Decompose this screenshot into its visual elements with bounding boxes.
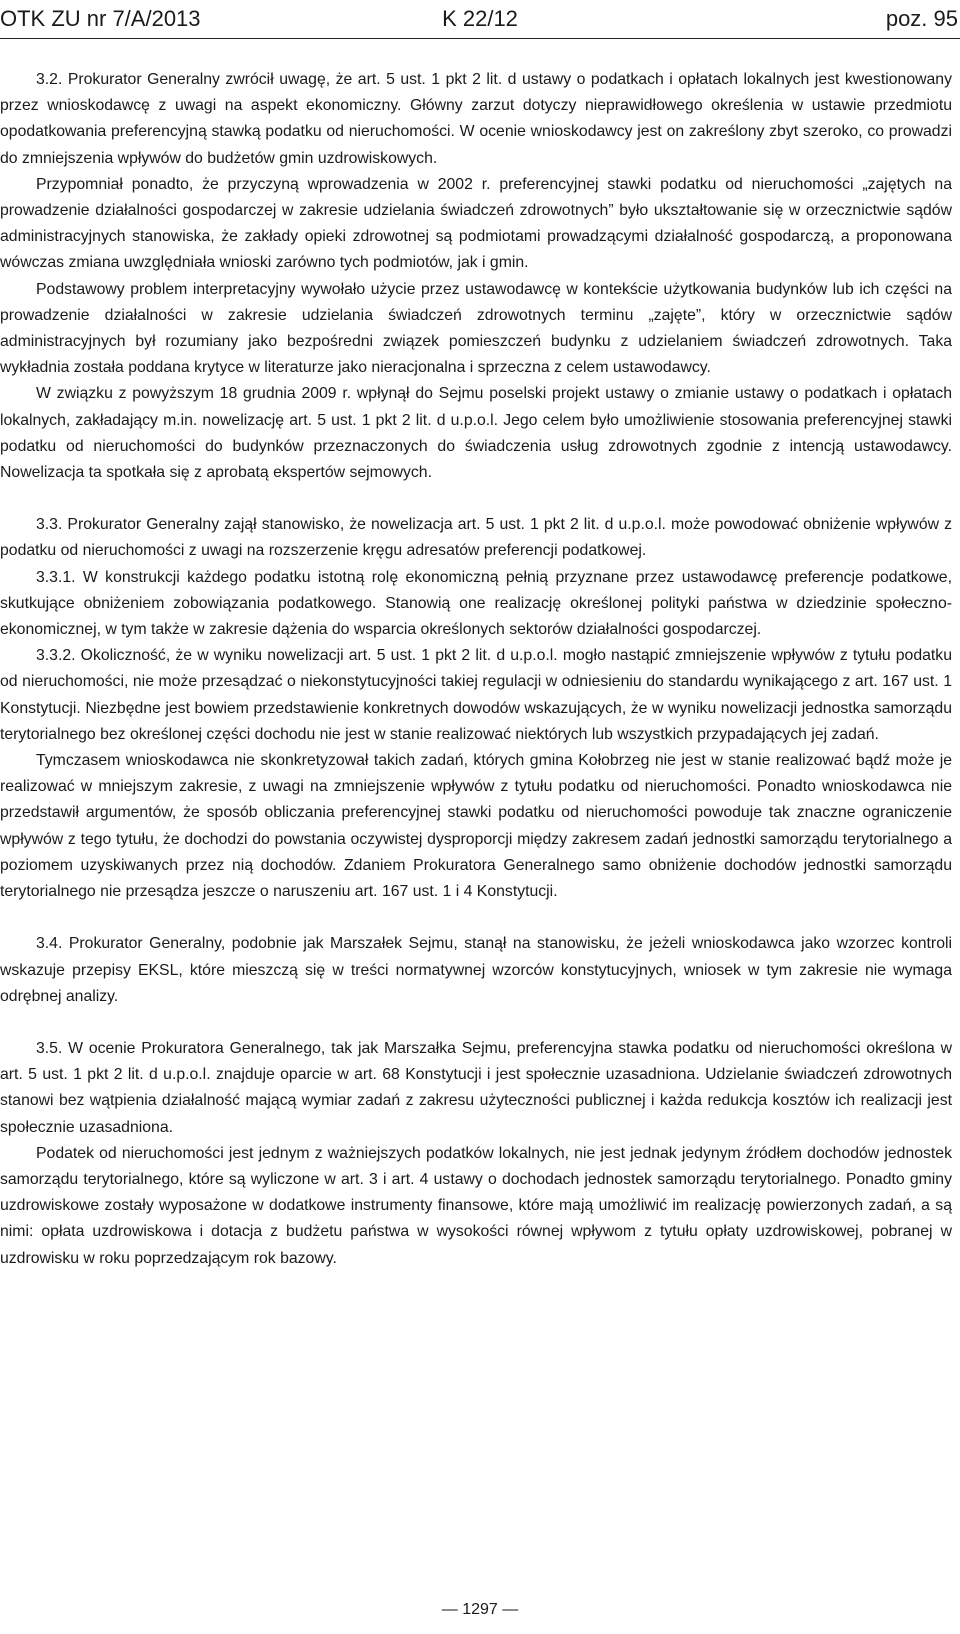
position-number: poz. 95 xyxy=(885,6,958,31)
paragraph-3-5: 3.5. W ocenie Prokuratora Generalnego, tak jak Marszałka Sejmu, preferencyjna stawka podatku od nieruchomości określona w art. 5 ust. 1 pkt 2 lit. d u.p.o.l. znajduje oparcie w art. 68 Konstytucji i jest społecznie uzasadniona. Udzielanie świadczeń zdrowotnych stanowi bez wątpienia działalność mającą wymiar zadań z zakresu użyteczności publicznej i każda redukcja kosztów ich realizacji jest społecznie uzasadniona. xyxy=(0,1039,952,1136)
paragraph: W związku z powyższym 18 grudnia 2009 r. wpłynął do Sejmu poselski projekt ustawy o zmianie ustawy o podatkach i opłatach lokalnych, zakładający m.in. nowelizację art. 5 ust. 1 pkt 2 lit. d u.p.o.l. Jego celem było umożliwienie stosowania preferencyjnej stawki podatku od nieruchomości do budynków przeznaczonych do świadczenia usług zdrowotnych zgodnie z intencją ustawodawcy. Nowelizacja ta spotkała się z aprobatą ekspertów sejmowych. xyxy=(0,385,952,482)
paragraph-3-3-1: 3.3.1. W konstrukcji każdego podatku istotną rolę ekonomiczną pełnią przyznane przez ustawodawcę preferencje podatkowe, skutkujące obniżeniem zobowiązania podatkowego. Stanowią one realizację określonej polityki państwa w dziedzinie społeczno-ekonomicznej, w tym także w zakresie dążenia do wsparcia określonych sektorów działalności gospodarczej. xyxy=(0,568,952,639)
paragraph: Podstawowy problem interpretacyjny wywołało użycie przez ustawodawcę w kontekście użytkowania budynków lub ich części na prowadzenie działalności w zakresie udzielania świadczeń zdrowotnych terminu „zajęte”, który w orzecznictwie sądów administracyjnych był rozumiany jako bezpośredni związek pomieszczeń budynku z udzielaniem świadczeń zdrowotnych. Taka wykładnia została poddana krytyce w literaturze jako nieracjonalna i sprzeczna z celem ustawodawcy. xyxy=(0,280,952,377)
paragraph: Tymczasem wnioskodawca nie skonkretyzował takich zadań, których gmina Kołobrzeg nie jest w stanie realizować bądź może je realizować w mniejszym zakresie, z uwagi na zmniejszenie wpływów z tytułu podatku od nieruchomości. Ponadto wnioskodawca nie przedstawił argumentów, że sposób obliczania preferencyjnej stawki podatku od nieruchomości powoduje tak znaczne ograniczenie wpływów z tego tytułu, że dochodzi do powstania oczywistej dysproporcji między zakresem zadań jednostki samorządu terytorialnego a poziomem uzyskiwanych przez nią dochodów. Zdaniem Prokuratora Generalnego samo obniżenie dochodów jednostki samorządu terytorialnego nie przesądza jeszcze o naruszeniu art. 167 ust. 1 i 4 Konstytucji. xyxy=(0,752,952,901)
paragraph-3-2: 3.2. Prokurator Generalny zwrócił uwagę, że art. 5 ust. 1 pkt 2 lit. d ustawy o podatkach i opłatach lokalnych jest kwestionowany przez wnioskodawcę z uwagi na aspekt ekonomiczny. Główny zarzut dotyczy nieprawidłowego określenia w ustawie przedmiotu opodatkowania preferencyjną stawką podatku od nieruchomości. W ocenie wnioskodawcy jest on zakreślony zbyt szeroko, co prowadzi do zmniejszenia wpływów do budżetów gmin uzdrowiskowych. xyxy=(0,71,952,167)
paragraph-3-3: 3.3. Prokurator Generalny zajął stanowisko, że nowelizacja art. 5 ust. 1 pkt 2 lit. d u.p.o.l. może powodować obniżenie wpływów z podatku od nieruchomości z uwagi na rozszerzenie kręgu adresatów preferencji podatkowej. xyxy=(0,516,952,560)
page-header xyxy=(0,0,960,39)
paragraph: Przypomniał ponadto, że przyczyną wprowadzenia w 2002 r. preferencyjnej stawki podatku od nieruchomości „zajętych na prowadzenie działalności gospodarczej w zakresie udzielania świadczeń zdrowotnych” było ukształtowanie się w orzecznictwie sądów administracyjnych stanowiska, że zakłady opieki zdrowotnej są podmiotami prowadzącymi działalność gospodarczą, a proponowana wówczas zmiana uwzględniała wnioski zarówno tych podmiotów, jak i gmin. xyxy=(0,175,952,272)
paragraph-3-3-2: 3.3.2. Okoliczność, że w wyniku nowelizacji art. 5 ust. 1 pkt 2 lit. d u.p.o.l. mogło nastąpić zmniejszenie wpływów z tytułu podatku od nieruchomości, nie może przesądzać o niekonstytucyjności takiej regulacji w odniesieniu do standardu wynikającego z art. 167 ust. 1 Konstytucji. Niezbędne jest bowiem przedstawienie konkretnych dowodów wskazujących, że w wyniku nowelizacji jednostka samorządu terytorialnego bez określonej części dochodu nie jest w stanie realizować niektórych lub wszystkich przypadających jej zadań. xyxy=(0,647,952,743)
journal-reference: OTK ZU nr 7/A/2013 xyxy=(0,6,201,31)
page-number: — 1297 — xyxy=(441,1601,519,1618)
paragraph-3-4: 3.4. Prokurator Generalny, podobnie jak Marszałek Sejmu, stanął na stanowisku, że jeżeli wnioskodawca jako wzorzec kontroli wskazuje przepisy EKSL, które mieszczą się w treści normatywnej wzorców konstytucyjnych, wniosek w tym zakresie nie wymaga odrębnej analizy. xyxy=(0,935,952,1005)
case-number: K 22/12 xyxy=(442,6,518,31)
document-body xyxy=(0,67,952,1272)
paragraph: Podatek od nieruchomości jest jednym z ważniejszych podatków lokalnych, nie jest jednak jedynym źródłem dochodów jednostek samorządu terytorialnego, które są wyliczone w art. 3 i art. 4 ustawy o dochodach jednostek samorządu terytorialnego. Ponadto gminy uzdrowiskowe zostały wyposażone w dodatkowe instrumenty finansowe, które mają umożliwić im realizację powierzonych zadań, a są nimi: opłata uzdrowiskowa i dotacja z budżetu państwa w wysokości równej wpływom z tytułu opłaty uzdrowiskowej, pobranej w uzdrowisku w roku poprzedzającym rok bazowy. xyxy=(0,1144,952,1267)
